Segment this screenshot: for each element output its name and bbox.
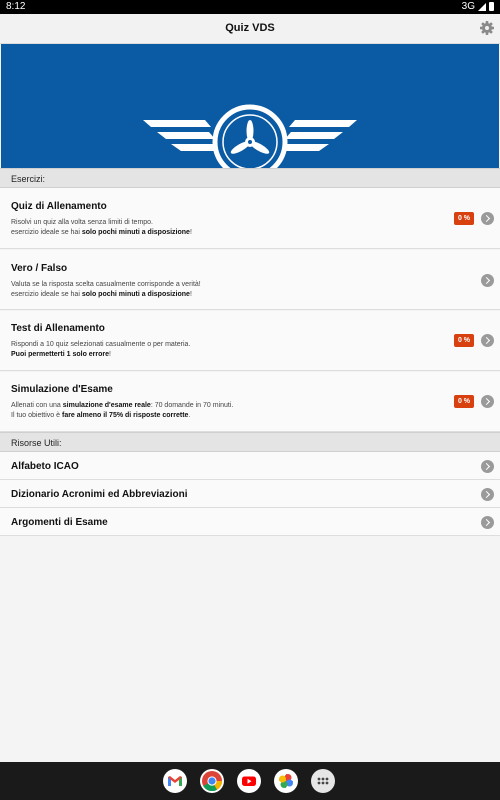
row-title: Simulazione d'Esame <box>11 384 113 395</box>
chevron-right-icon[interactable] <box>481 395 494 408</box>
row-title: Test di Allenamento <box>11 323 105 334</box>
resource-alfabeto-icao[interactable] <box>0 452 500 480</box>
row-desc-line1: Valuta se la risposta scelta casualmente corrisponde a verità! <box>11 281 201 288</box>
exercise-simulazione-esame[interactable] <box>0 372 500 432</box>
row-title: Vero / Falso <box>11 263 68 274</box>
exercise-quiz-allenamento[interactable] <box>0 188 500 249</box>
battery-icon <box>489 2 494 11</box>
network-type: 3G <box>461 1 475 12</box>
gear-icon[interactable] <box>479 20 495 36</box>
chevron-right-icon[interactable] <box>481 212 494 225</box>
chevron-right-icon[interactable] <box>481 334 494 347</box>
row-title: Quiz di Allenamento <box>11 201 107 212</box>
section-header-exercises: Esercizi: <box>0 168 500 188</box>
chevron-right-icon[interactable] <box>481 274 494 287</box>
chrome-icon[interactable] <box>200 769 224 793</box>
progress-badge: 0 % <box>454 395 474 408</box>
row-title: Argomenti di Esame <box>11 517 108 528</box>
row-title: Alfabeto ICAO <box>11 461 79 472</box>
winged-propeller-icon <box>1 44 499 168</box>
resource-dizionario-acronimi[interactable] <box>0 480 500 508</box>
row-desc-line1: Rispondi a 10 quiz selezionati casualmente o per materia. <box>11 341 191 348</box>
exercise-vero-falso[interactable] <box>0 250 500 310</box>
row-desc-line1: Allenati con una simulazione d'esame reale: 70 domande in 70 minuti. <box>11 402 234 409</box>
chevron-right-icon[interactable] <box>481 488 494 501</box>
photos-icon[interactable] <box>274 769 298 793</box>
row-desc-line2: Il tuo obiettivo è fare almeno il 75% di risposte corrette. <box>11 412 191 419</box>
app-bar <box>0 14 500 44</box>
progress-badge: 0 % <box>454 212 474 225</box>
row-desc-line2: esercizio ideale se hai solo pochi minuti a disposizione! <box>11 229 192 236</box>
resource-argomenti-esame[interactable] <box>0 508 500 536</box>
progress-badge: 0 % <box>454 334 474 347</box>
app-title: Quiz VDS <box>225 22 275 34</box>
exercise-test-allenamento[interactable] <box>0 311 500 371</box>
row-title: Dizionario Acronimi ed Abbreviazioni <box>11 489 188 500</box>
row-desc-line1: Risolvi un quiz alla volta senza limiti di tempo. <box>11 219 154 226</box>
row-desc-line2: esercizio ideale se hai solo pochi minuti a disposizione! <box>11 291 192 298</box>
section-header-resources: Risorse Utili: <box>0 432 500 452</box>
chevron-right-icon[interactable] <box>481 516 494 529</box>
status-time: 8:12 <box>6 1 26 12</box>
gmail-icon[interactable] <box>163 769 187 793</box>
banner <box>1 44 499 168</box>
chevron-right-icon[interactable] <box>481 460 494 473</box>
youtube-icon[interactable] <box>237 769 261 793</box>
app-drawer-icon[interactable] <box>311 769 335 793</box>
status-indicators <box>462 1 494 12</box>
dock-bar <box>0 762 500 800</box>
signal-icon <box>478 3 486 11</box>
status-bar <box>0 0 500 14</box>
row-desc-line2: Puoi permetterti 1 solo errore! <box>11 351 111 358</box>
